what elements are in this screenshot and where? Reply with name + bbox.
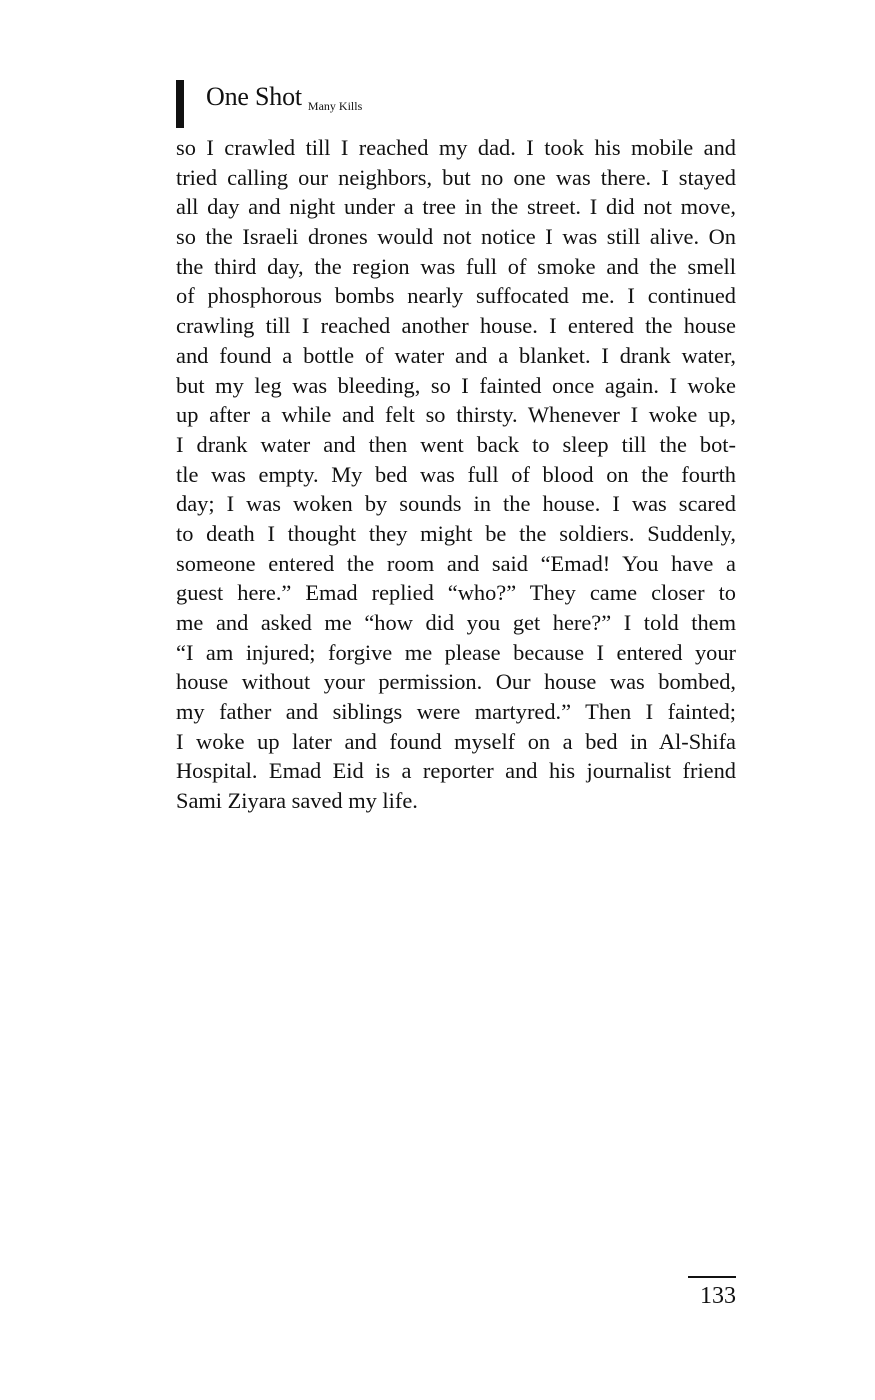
text-line: me and asked me “how did you get here?” I told them: [176, 610, 736, 635]
page-number: 133: [700, 1283, 736, 1309]
text-line: crawling till I reached another house. I entered the house: [176, 313, 736, 339]
running-head-title: One Shot: [206, 82, 302, 111]
text-line: so I crawled till I reached my dad. I took his mobile and: [176, 135, 736, 160]
text-line: to death I thought they might be the soldiers. Suddenly,: [176, 520, 736, 546]
text-line: so the Israeli drones would not notice I was still alive. On: [176, 224, 736, 250]
text-line: the third day, the region was full of smoke and the smell: [176, 253, 736, 279]
text-line: all day and night under a tree in the street. I did not move,: [176, 194, 736, 220]
text-line: guest here.” Emad replied “who?” They came closer to: [176, 580, 736, 606]
text-line: I woke up later and found myself on a bed in Al-Shifa: [176, 728, 736, 754]
text-line: Sami Ziyara saved my life.: [176, 788, 418, 814]
running-head: [176, 76, 362, 126]
text-line: I drank water and then went back to sleep till the bot-: [176, 431, 736, 457]
running-head-subtitle: Many Kills: [307, 99, 363, 113]
running-head-bar: [176, 80, 184, 128]
body-paragraph: [176, 133, 736, 816]
text-line: tle was empty. My bed was full of blood on the fourth: [176, 461, 736, 487]
page-number-rule: [688, 1276, 736, 1278]
text-line: Hospital. Emad Eid is a reporter and his journalist friend: [176, 758, 736, 784]
text-line: but my leg was bleeding, so I fainted once again. I woke: [176, 372, 736, 398]
text-line: my father and siblings were martyred.” Then I fainted;: [176, 699, 736, 725]
text-line: up after a while and felt so thirsty. Whenever I woke up,: [176, 402, 736, 428]
text-line: and found a bottle of water and a blanket. I drank water,: [176, 342, 736, 368]
text-line: house without your permission. Our house was bombed,: [176, 669, 736, 695]
text-line: of phosphorous bombs nearly suffocated me. I continued: [176, 283, 736, 309]
text-line: “I am injured; forgive me please because I entered your: [176, 639, 736, 665]
text-line: tried calling our neighbors, but no one was there. I stayed: [176, 164, 736, 190]
text-line: someone entered the room and said “Emad! You have a: [176, 550, 736, 576]
text-line: day; I was woken by sounds in the house. I was scared: [176, 491, 736, 517]
